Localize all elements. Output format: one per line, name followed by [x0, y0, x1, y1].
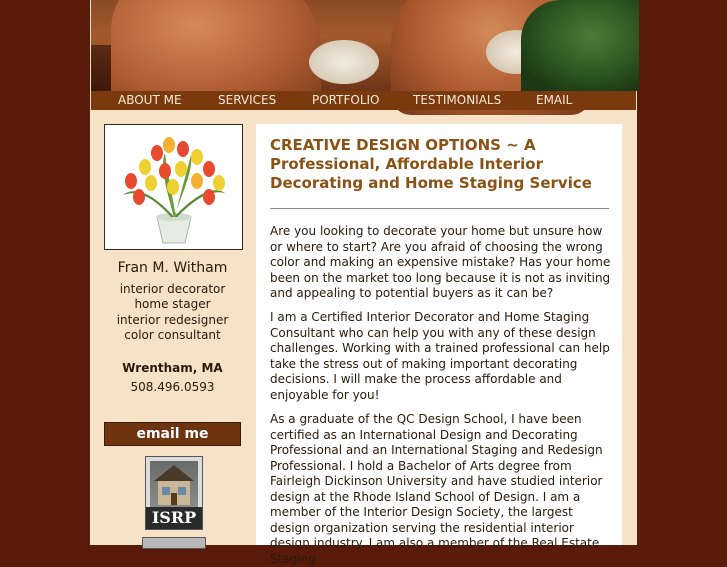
page: [90, 0, 637, 566]
page-title: CREATIVE DESIGN OPTIONS ~ A Professional, Affordable Interior Decorating and Home Staging Service: [270, 136, 592, 192]
divider: [270, 208, 609, 209]
owner-name: Fran M. Witham: [117, 260, 228, 276]
tulip-bouquet-icon: [105, 125, 242, 249]
nav-services[interactable]: SERVICES: [218, 93, 277, 107]
email-me-button[interactable]: email me: [104, 422, 241, 446]
flower-photo: [104, 124, 243, 250]
main-nav: [91, 91, 636, 110]
sidebar: [90, 110, 255, 545]
main-content: [256, 124, 622, 566]
house-icon: [150, 461, 198, 507]
nav-about-me[interactable]: ABOUT ME: [118, 93, 182, 107]
role-interior-decorator: interior decorator: [119, 282, 226, 296]
membership-logo[interactable]: [142, 537, 206, 549]
fur-pillow: [309, 40, 379, 84]
isrp-logo-text: ISRP: [146, 507, 202, 529]
nav-testimonials[interactable]: TESTIMONIALS: [413, 93, 502, 107]
isrp-logo[interactable]: [145, 456, 203, 530]
role-home-stager: home stager: [134, 297, 211, 311]
intro-paragraph: Are you looking to decorate your home but unsure how or where to start? Are you afraid of choosing the wrong color and making an expensive mistake? Has your home been on the market too long because it is not as inviting and appealing to potential buyers as it can be?: [270, 224, 611, 300]
plant: [521, 0, 639, 91]
location: Wrentham, MA: [122, 361, 223, 375]
role-color-consultant: color consultant: [124, 328, 221, 342]
nav-portfolio[interactable]: PORTFOLIO: [312, 93, 380, 107]
nav-email[interactable]: EMAIL: [536, 93, 573, 107]
header-photo: [91, 0, 636, 91]
phone-number: 508.496.0593: [130, 380, 215, 394]
role-interior-redesigner: interior redesigner: [116, 313, 229, 327]
credentials-paragraph: As a graduate of the QC Design School, I have been certified as an International Design and Decorating Professional and an International Staging and Redesign Professional. I hold a Bachelor of Arts degree from Fairleigh Dickinson University and have studied interior design at the Rhode Island School of Design. I am a member of the Interior Design Society, the largest design organization serving the residential interior design industry. I am also a member of the Real Estate Staging: [270, 412, 603, 566]
about-paragraph: I am a Certified Interior Decorator and Home Staging Consultant who can help you with any of these design challenges. Working with a trained professional can help take the stress out of making important decorating decisions. I will make the process affordable and enjoyable for you!: [270, 310, 610, 402]
